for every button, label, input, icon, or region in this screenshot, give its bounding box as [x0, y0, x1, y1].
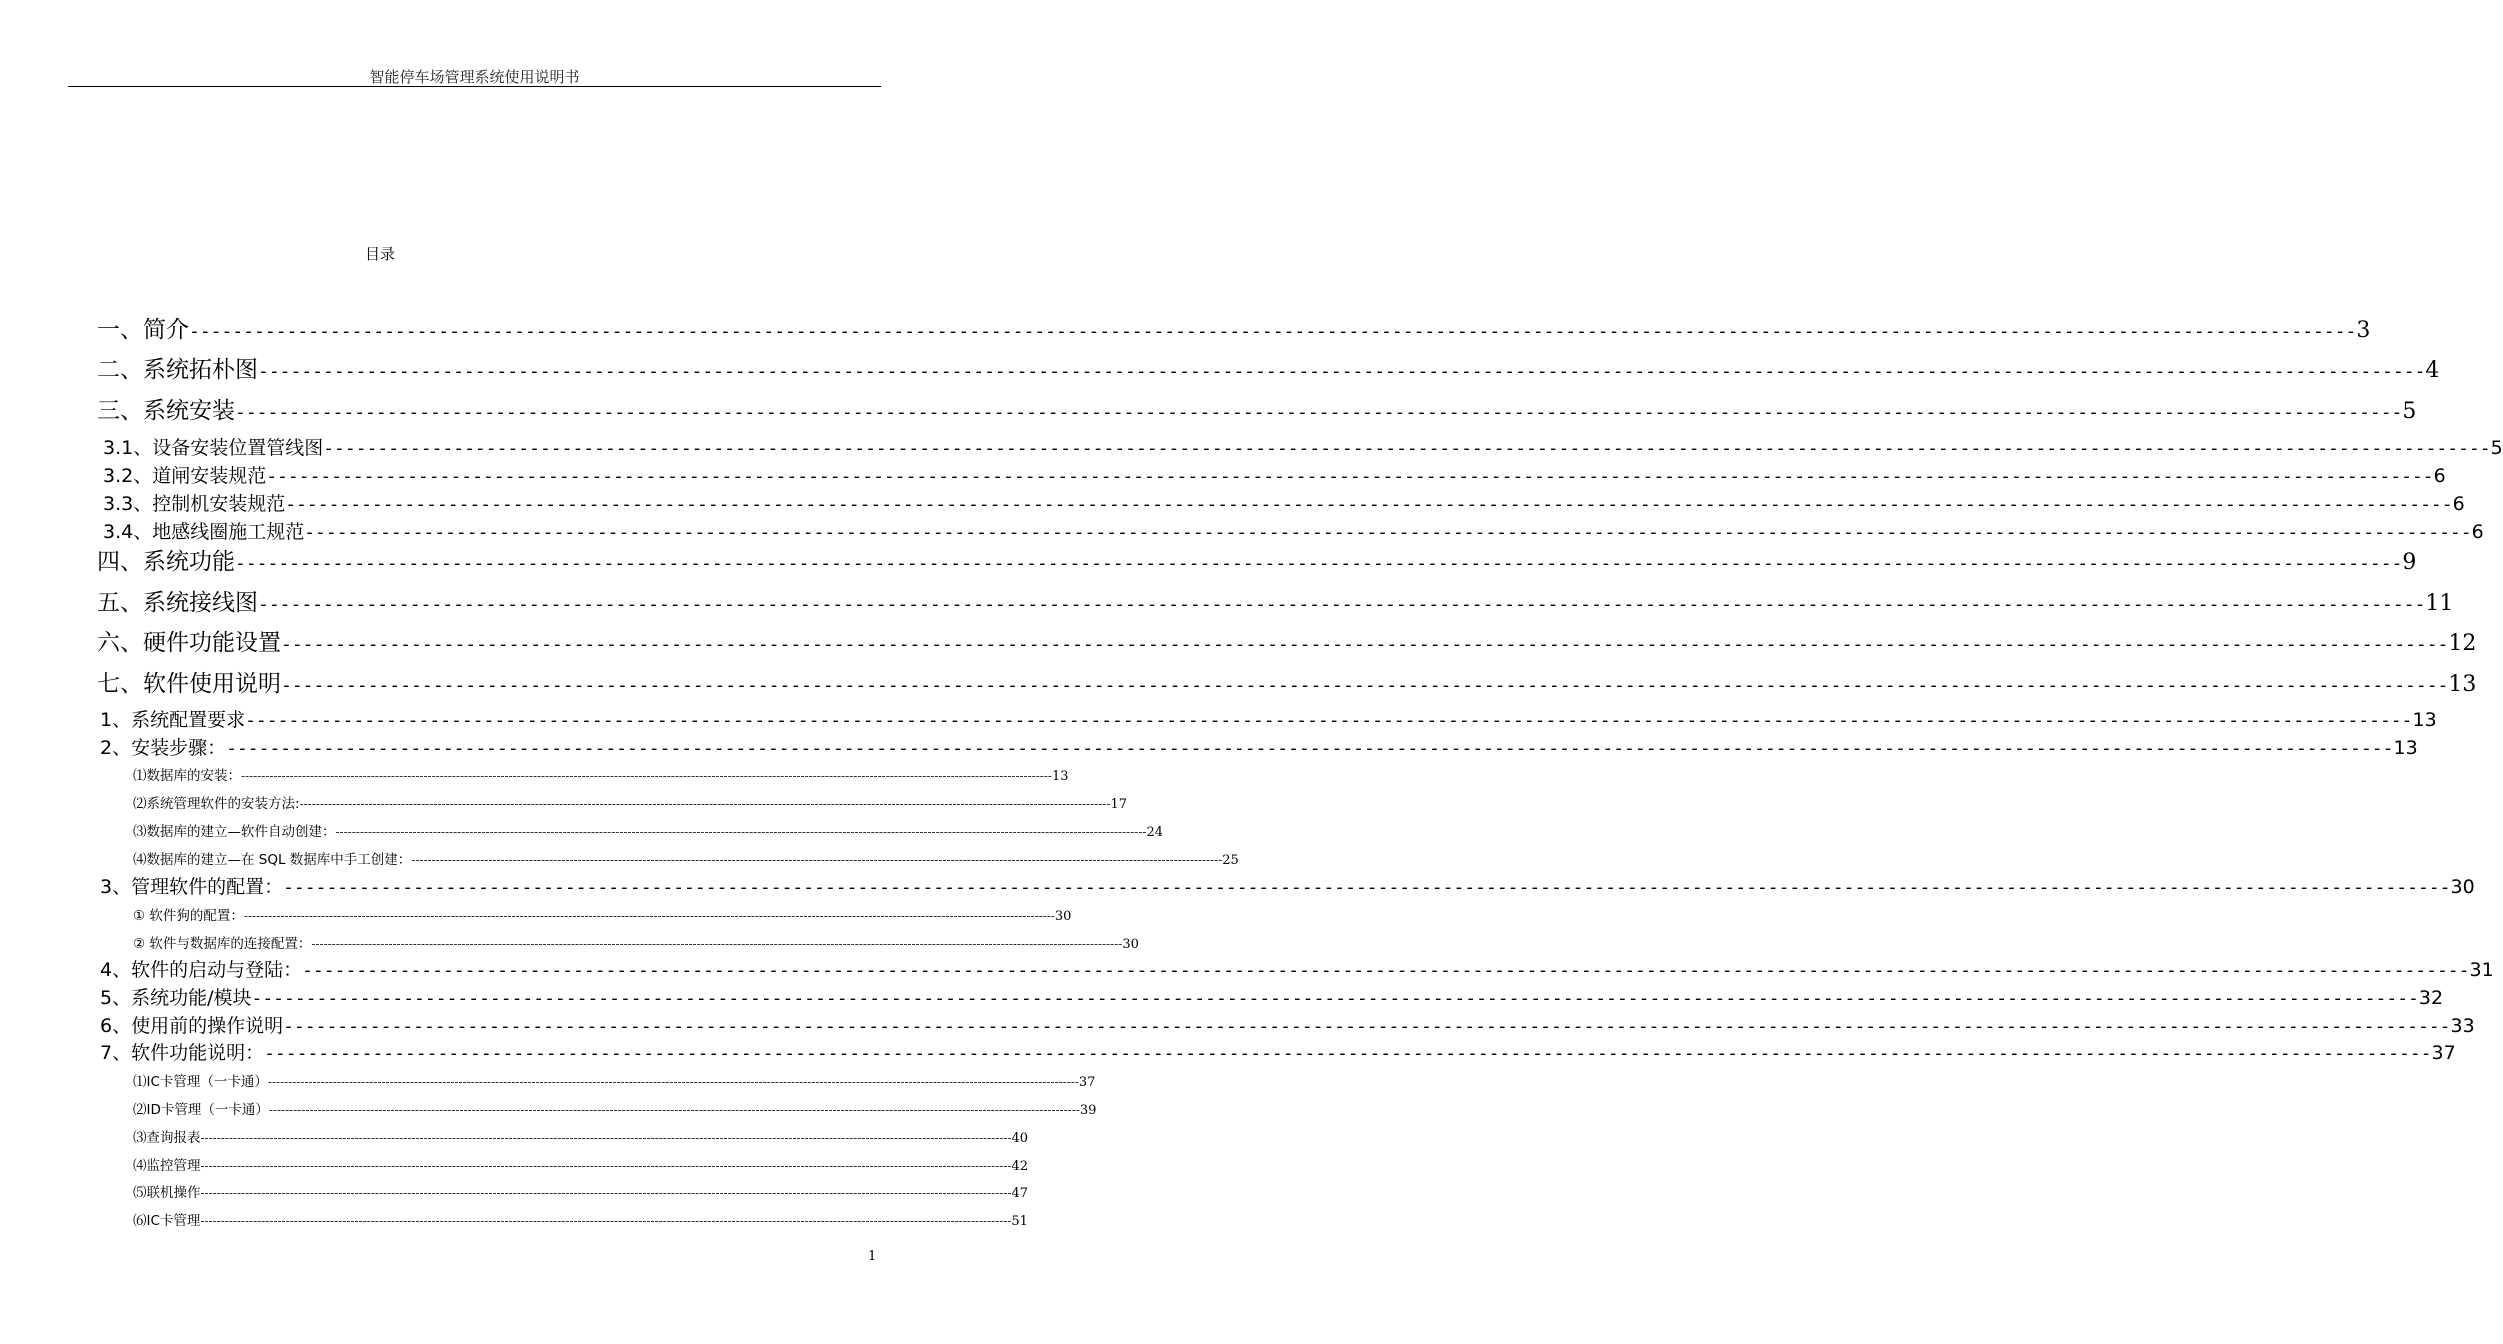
- toc-entry[interactable]: [97, 392, 2417, 424]
- toc-dot-leader: --------------------------------------------------------------------------------------------------------------------------------------------------------------------------------------------------------: [283, 1016, 2451, 1037]
- toc-entry-page: 13: [2412, 709, 2437, 731]
- toc-entry-page: 13: [2393, 737, 2418, 759]
- toc-entry-label: 1、系统配置要求: [100, 709, 246, 731]
- toc-entry[interactable]: [100, 733, 2418, 759]
- toc-title: 目录: [364, 245, 395, 263]
- toc-dot-leader: --------------------------------------------------------------------------------------------------------------------------------------------------------------------------------------------------------: [241, 769, 1052, 783]
- toc-entry-page: 33: [2450, 1015, 2475, 1037]
- toc-dot-leader: --------------------------------------------------------------------------------------------------------------------------------------------------------------------------------------------------------: [281, 675, 2449, 696]
- toc-dot-leader: --------------------------------------------------------------------------------------------------------------------------------------------------------------------------------------------------------: [323, 438, 2491, 459]
- page-number: 1: [868, 1249, 877, 1264]
- toc-entry-label: 一、简介: [97, 317, 189, 343]
- toc-dot-leader: --------------------------------------------------------------------------------------------------------------------------------------------------------------------------------------------------------: [311, 937, 1123, 951]
- toc-entry-page: 30: [1054, 909, 1072, 924]
- toc-entry-label: ⑵系统管理软件的安装方法:: [133, 796, 300, 812]
- toc-dot-leader: --------------------------------------------------------------------------------------------------------------------------------------------------------------------------------------------------------: [299, 797, 1111, 811]
- toc-entry-label: 3.3、控制机安装规范: [103, 493, 286, 515]
- toc-entry-label: 三、系统安装: [97, 398, 235, 424]
- toc-entry[interactable]: [103, 433, 2503, 459]
- toc-entry-label: ⑴数据库的安装：: [133, 768, 241, 784]
- toc-entry-label: ⑶查询报表: [133, 1130, 201, 1146]
- toc-dot-leader: --------------------------------------------------------------------------------------------------------------------------------------------------------------------------------------------------------: [200, 1186, 1012, 1200]
- toc-entry-page: 37: [2431, 1042, 2456, 1064]
- toc-entry-page: 5: [2402, 399, 2417, 424]
- toc-entry-label: 六、硬件功能设置: [97, 630, 281, 656]
- toc-dot-leader: --------------------------------------------------------------------------------------------------------------------------------------------------------------------------------------------------------: [245, 710, 2413, 731]
- toc-entry-label: 7、软件功能说明：: [100, 1042, 265, 1064]
- toc-dot-leader: --------------------------------------------------------------------------------------------------------------------------------------------------------------------------------------------------------: [235, 553, 2403, 574]
- toc-entry-page: 42: [1011, 1159, 1028, 1174]
- toc-entry-page: 31: [2469, 959, 2494, 981]
- toc-entry-label: ⑸联机操作: [133, 1185, 201, 1201]
- toc-entry-label: 3.1、设备安装位置管线图: [103, 437, 324, 459]
- toc-entry-label: 4、软件的启动与登陆：: [100, 959, 303, 981]
- toc-dot-leader: --------------------------------------------------------------------------------------------------------------------------------------------------------------------------------------------------------: [189, 321, 2357, 342]
- toc-entry-page: 11: [2425, 591, 2454, 616]
- toc-entry-page: 47: [1011, 1186, 1028, 1201]
- toc-entry-page: 30: [1122, 937, 1139, 952]
- toc-entry-label: 2、安装步骤：: [100, 737, 227, 759]
- toc-entry[interactable]: [133, 792, 1128, 812]
- toc-entry[interactable]: [133, 1098, 1097, 1118]
- toc-dot-leader: --------------------------------------------------------------------------------------------------------------------------------------------------------------------------------------------------------: [264, 1043, 2432, 1064]
- toc-dot-leader: --------------------------------------------------------------------------------------------------------------------------------------------------------------------------------------------------------: [258, 594, 2426, 615]
- toc-dot-leader: --------------------------------------------------------------------------------------------------------------------------------------------------------------------------------------------------------: [283, 877, 2451, 898]
- toc-entry[interactable]: [103, 517, 2484, 543]
- toc-entry-page: 25: [1222, 853, 1239, 868]
- toc-dot-leader: --------------------------------------------------------------------------------------------------------------------------------------------------------------------------------------------------------: [258, 361, 2426, 382]
- toc-entry[interactable]: [97, 311, 2371, 343]
- toc-entry-label: ⑵ID卡管理（一卡通）: [133, 1102, 269, 1118]
- toc-entry[interactable]: [97, 351, 2440, 383]
- toc-dot-leader: --------------------------------------------------------------------------------------------------------------------------------------------------------------------------------------------------------: [411, 853, 1223, 867]
- toc-entry[interactable]: [100, 705, 2437, 731]
- toc-entry[interactable]: [133, 904, 1072, 924]
- toc-entry-page: 3: [2356, 318, 2371, 343]
- toc-dot-leader: --------------------------------------------------------------------------------------------------------------------------------------------------------------------------------------------------------: [200, 1131, 1012, 1145]
- toc-entry-label: 七、软件使用说明: [97, 671, 281, 697]
- toc-entry[interactable]: [100, 955, 2494, 981]
- toc-entry[interactable]: [133, 1070, 1096, 1090]
- toc-entry-label: 3.4、地感线圈施工规范: [103, 521, 305, 543]
- toc-entry-page: 4: [2425, 358, 2440, 383]
- toc-entry-page: 13: [2448, 672, 2477, 697]
- toc-entry-page: 9: [2402, 550, 2417, 575]
- toc-entry-label: 四、系统功能: [97, 549, 235, 575]
- toc-entry[interactable]: [100, 872, 2475, 898]
- toc-entry[interactable]: [103, 489, 2465, 515]
- toc-entry-page: 39: [1079, 1103, 1097, 1118]
- toc-entry-page: 6: [2452, 493, 2465, 515]
- toc-entry-page: 40: [1011, 1131, 1028, 1146]
- toc-entry[interactable]: [100, 1011, 2475, 1037]
- toc-entry[interactable]: [103, 461, 2446, 487]
- toc-entry-label: ① 软件狗的配置：: [133, 908, 244, 924]
- toc-entry[interactable]: [133, 1181, 1028, 1201]
- toc-entry-page: 32: [2418, 987, 2444, 1009]
- toc-entry-label: ⑴IC卡管理（一卡通）: [133, 1074, 268, 1090]
- toc-entry[interactable]: [100, 1038, 2456, 1064]
- toc-entry-label: 五、系统接线图: [97, 590, 258, 616]
- toc-entry-label: ⑶数据库的建立—软件自动创建：: [133, 824, 336, 840]
- toc-entry-label: ⑷监控管理: [133, 1158, 201, 1174]
- running-header: 智能停车场管理系统使用说明书: [369, 68, 580, 86]
- toc-entry-page: 6: [2471, 521, 2484, 543]
- toc-entry[interactable]: [97, 665, 2477, 697]
- toc-dot-leader: --------------------------------------------------------------------------------------------------------------------------------------------------------------------------------------------------------: [200, 1214, 1012, 1228]
- toc-entry-label: ⑷数据库的建立—在 SQL 数据库中手工创建：: [133, 852, 412, 868]
- toc-dot-leader: --------------------------------------------------------------------------------------------------------------------------------------------------------------------------------------------------------: [335, 825, 1147, 839]
- toc-entry-label: 6、使用前的操作说明: [100, 1015, 284, 1037]
- toc-entry[interactable]: [133, 848, 1239, 868]
- toc-entry-label: 二、系统拓朴图: [97, 357, 258, 383]
- toc-entry-page: 12: [2448, 631, 2477, 656]
- toc-entry[interactable]: [100, 983, 2444, 1009]
- toc-entry[interactable]: [133, 1154, 1028, 1174]
- toc-dot-leader: --------------------------------------------------------------------------------------------------------------------------------------------------------------------------------------------------------: [268, 1103, 1080, 1117]
- toc-dot-leader: --------------------------------------------------------------------------------------------------------------------------------------------------------------------------------------------------------: [285, 494, 2453, 515]
- toc-entry-label: 5、系统功能/模块: [100, 987, 252, 1009]
- toc-dot-leader: --------------------------------------------------------------------------------------------------------------------------------------------------------------------------------------------------------: [266, 466, 2434, 487]
- toc-entry-label: ⑹IC卡管理: [133, 1213, 201, 1229]
- toc-entry-label: ② 软件与数据库的连接配置：: [133, 936, 312, 952]
- toc-entry-page: 13: [1051, 769, 1069, 784]
- toc-entry-page: 37: [1078, 1075, 1096, 1090]
- toc-entry[interactable]: [133, 932, 1139, 952]
- toc-entry[interactable]: [97, 584, 2454, 616]
- toc-dot-leader: --------------------------------------------------------------------------------------------------------------------------------------------------------------------------------------------------------: [304, 522, 2472, 543]
- toc-entry-label: 3.2、道闸安装规范: [103, 465, 267, 487]
- toc-entry-page: 30: [2450, 876, 2475, 898]
- toc-entry[interactable]: [97, 543, 2417, 575]
- toc-dot-leader: --------------------------------------------------------------------------------------------------------------------------------------------------------------------------------------------------------: [251, 988, 2419, 1009]
- toc-dot-leader: --------------------------------------------------------------------------------------------------------------------------------------------------------------------------------------------------------: [235, 402, 2403, 423]
- toc-dot-leader: --------------------------------------------------------------------------------------------------------------------------------------------------------------------------------------------------------: [267, 1075, 1079, 1089]
- toc-entry-page: 24: [1146, 825, 1163, 840]
- toc-dot-leader: --------------------------------------------------------------------------------------------------------------------------------------------------------------------------------------------------------: [243, 909, 1055, 923]
- toc-entry[interactable]: [133, 820, 1163, 840]
- toc-entry[interactable]: [97, 624, 2477, 656]
- toc-dot-leader: --------------------------------------------------------------------------------------------------------------------------------------------------------------------------------------------------------: [226, 738, 2394, 759]
- toc-dot-leader: --------------------------------------------------------------------------------------------------------------------------------------------------------------------------------------------------------: [302, 960, 2470, 981]
- toc-entry-page: 51: [1011, 1214, 1028, 1229]
- toc-entry-label: 3、管理软件的配置：: [100, 876, 284, 898]
- toc-entry[interactable]: [133, 1209, 1028, 1229]
- toc-entry[interactable]: [133, 1126, 1028, 1146]
- toc-entry-page: 17: [1110, 797, 1128, 812]
- toc-dot-leader: --------------------------------------------------------------------------------------------------------------------------------------------------------------------------------------------------------: [200, 1159, 1012, 1173]
- toc-entry[interactable]: [133, 764, 1069, 784]
- toc-dot-leader: --------------------------------------------------------------------------------------------------------------------------------------------------------------------------------------------------------: [281, 634, 2449, 655]
- toc-entry-page: 5: [2490, 437, 2503, 459]
- toc-entry-page: 6: [2433, 465, 2446, 487]
